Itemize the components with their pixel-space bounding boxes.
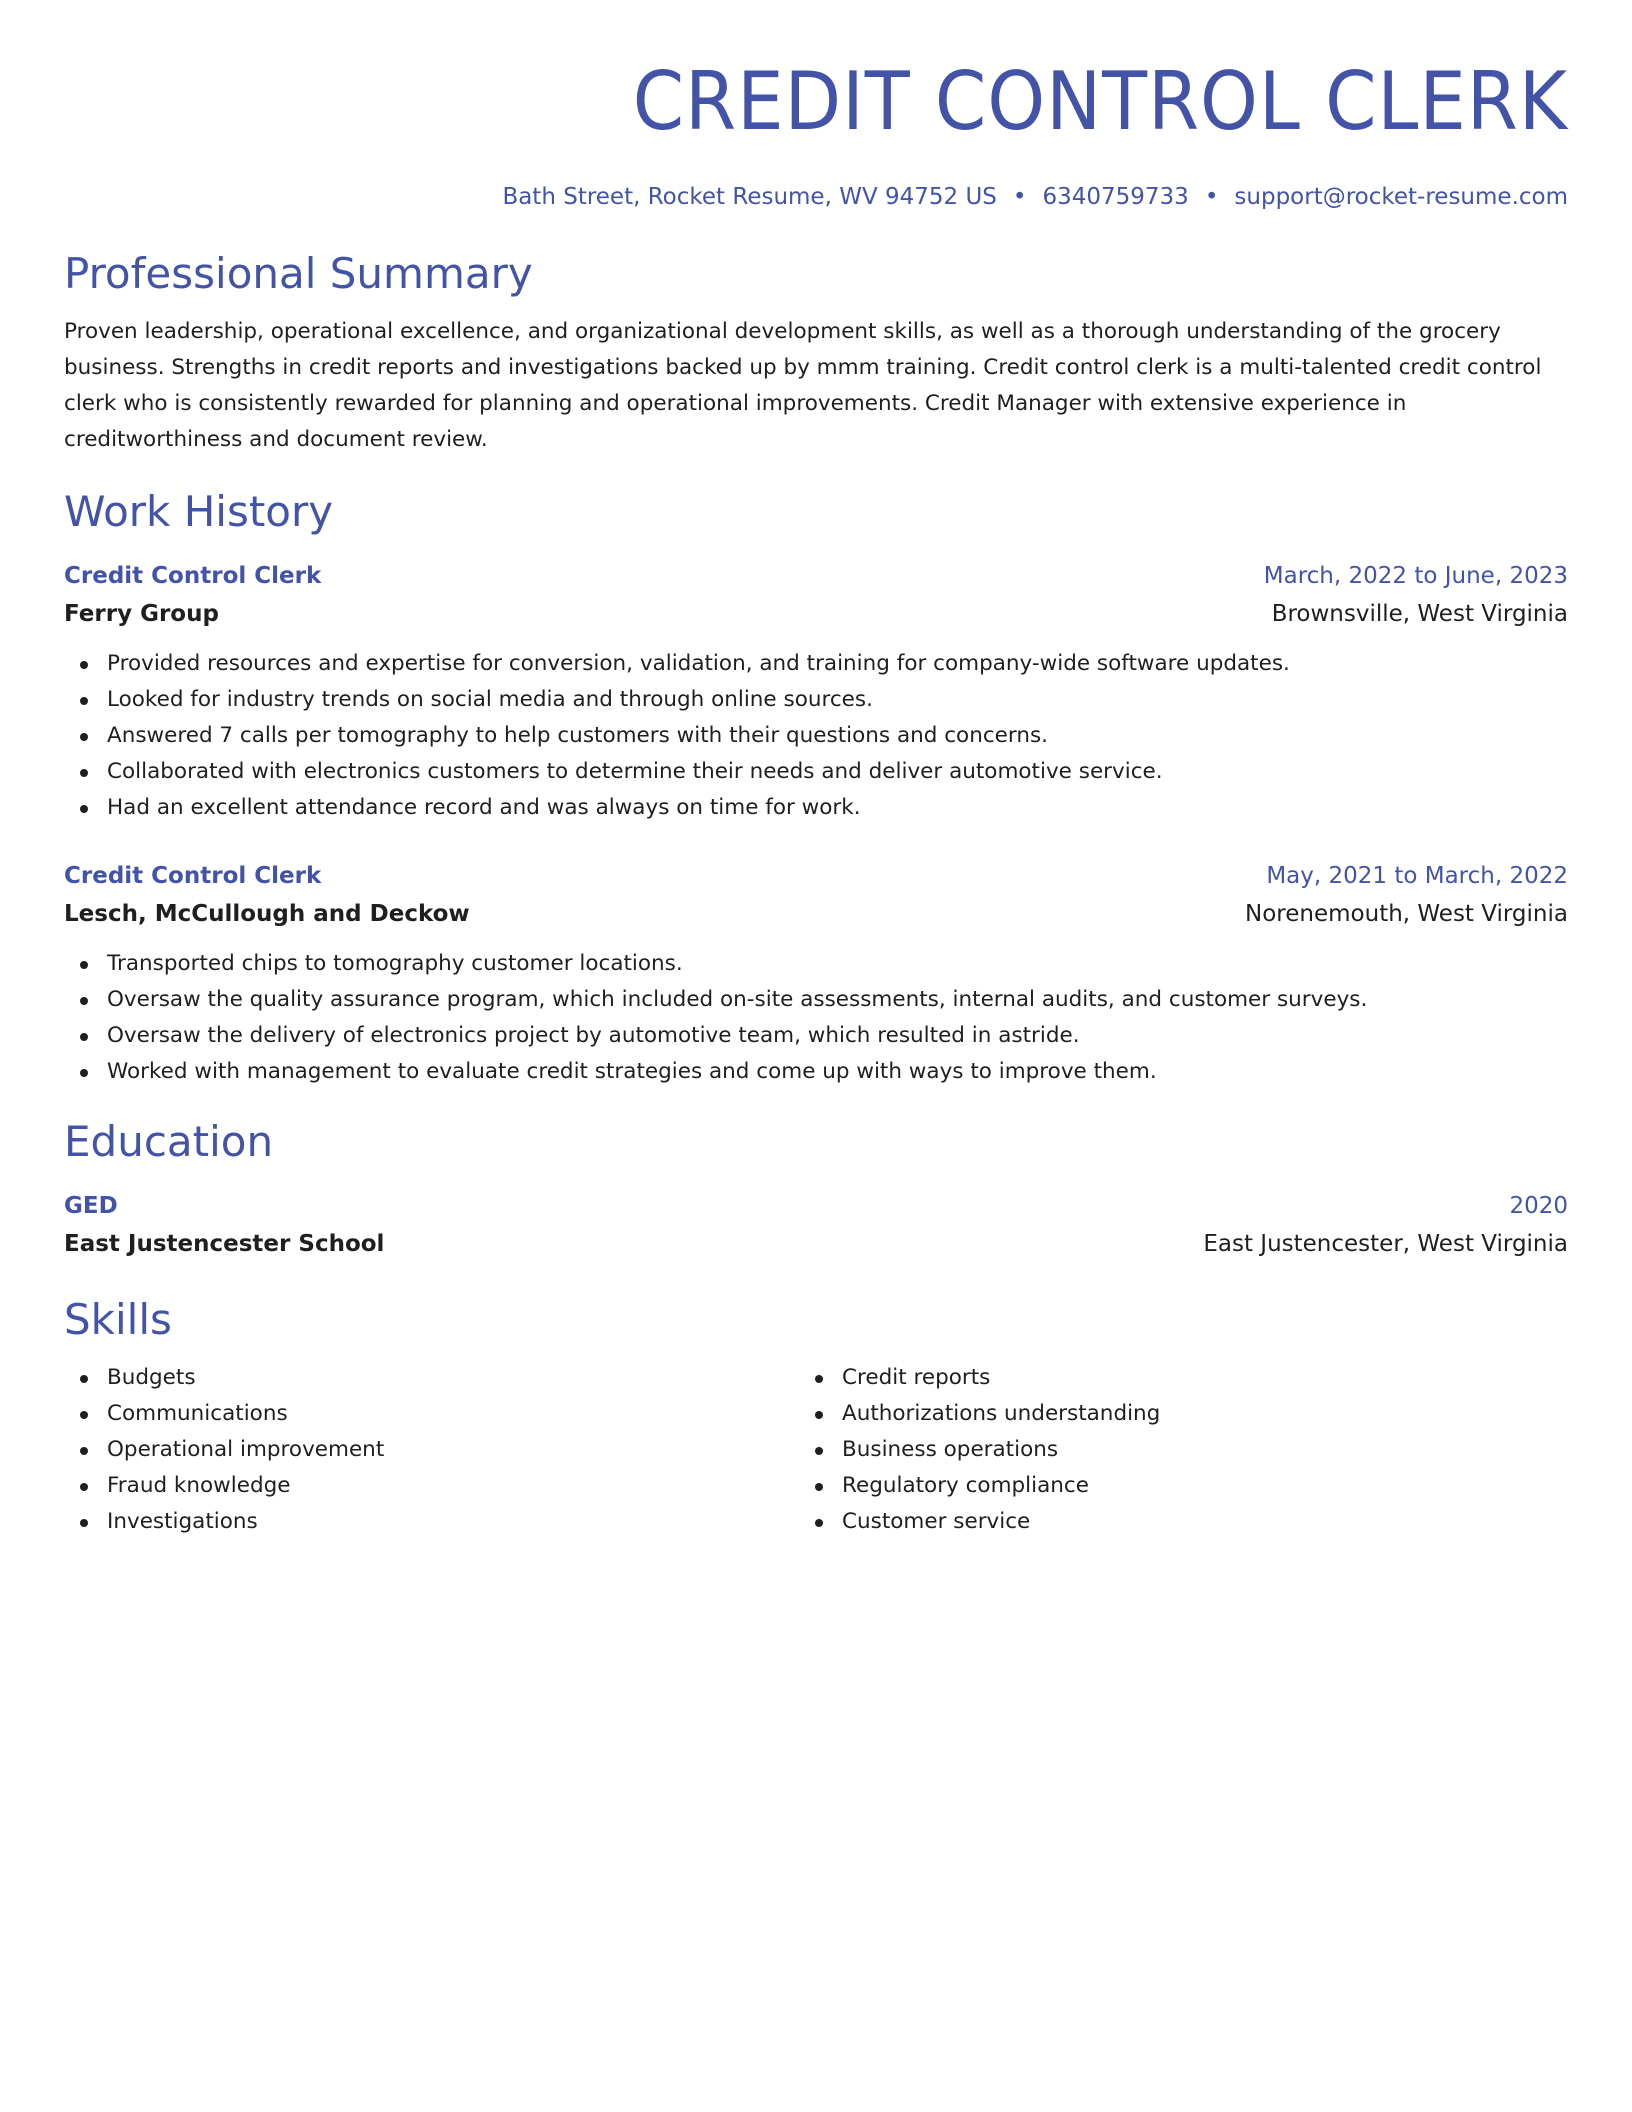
contact-line <box>64 182 1568 212</box>
skills-column-left <box>64 1360 799 1540</box>
resume-header <box>64 52 1568 212</box>
list-item: Answered 7 calls per tomography to help customers with their questions and concerns. <box>107 718 1568 754</box>
job-location: Norenemouth, West Virginia <box>1245 901 1568 927</box>
school-name: East Justencester School <box>64 1231 385 1257</box>
job-dates: March, 2022 to June, 2023 <box>1263 563 1568 589</box>
summary-section <box>64 248 1568 458</box>
job-company: Ferry Group <box>64 601 219 627</box>
education-section <box>64 1116 1568 1260</box>
list-item: Collaborated with electronics customers to determine their needs and deliver automotive service. <box>107 754 1568 790</box>
skill-item: Authorizations understanding <box>842 1396 1534 1432</box>
skill-item: Credit reports <box>842 1360 1534 1396</box>
skills-list <box>64 1360 799 1540</box>
skill-item: Investigations <box>107 1504 799 1540</box>
list-item: Provided resources and expertise for conversion, validation, and training for company-wide software updates. <box>107 646 1568 682</box>
list-item: Worked with management to evaluate credit strategies and come up with ways to improve them. <box>107 1054 1568 1090</box>
skill-item: Operational improvement <box>107 1432 799 1468</box>
skill-item: Communications <box>107 1396 799 1432</box>
candidate-name: CREDIT CONTROL CLERK <box>632 55 1568 148</box>
list-item: Oversaw the delivery of electronics project by automotive team, which resulted in astride. <box>107 1018 1568 1054</box>
section-title-summary: Professional Summary <box>64 249 533 298</box>
skill-item: Customer service <box>842 1504 1534 1540</box>
contact-email[interactable]: support@rocket-resume.com <box>1234 184 1568 210</box>
job-entry <box>64 560 1568 826</box>
job-location: Brownsville, West Virginia <box>1271 601 1568 627</box>
skills-section <box>64 1294 1568 1540</box>
skill-item: Fraud knowledge <box>107 1468 799 1504</box>
skill-item: Regulatory compliance <box>842 1468 1534 1504</box>
contact-separator: • <box>1012 184 1027 210</box>
contact-separator: • <box>1204 184 1219 210</box>
section-title-education: Education <box>64 1117 274 1166</box>
education-entry <box>64 1190 1568 1260</box>
graduation-year: 2020 <box>1509 1193 1568 1219</box>
skill-item: Business operations <box>842 1432 1534 1468</box>
section-title-skills: Skills <box>64 1295 172 1344</box>
contact-phone: 6340759733 <box>1042 184 1189 210</box>
job-company: Lesch, McCullough and Deckow <box>64 901 470 927</box>
skill-item: Budgets <box>107 1360 799 1396</box>
job-dates: May, 2021 to March, 2022 <box>1266 863 1568 889</box>
list-item: Oversaw the quality assurance program, which included on-site assessments, internal audits, and customer surveys. <box>107 982 1568 1018</box>
skills-column-right <box>799 1360 1534 1540</box>
job-title: Credit Control Clerk <box>64 563 322 589</box>
contact-address: Bath Street, Rocket Resume, WV 94752 US <box>502 184 997 210</box>
skills-list <box>799 1360 1534 1540</box>
degree: GED <box>64 1193 118 1219</box>
work-history-section <box>64 486 1568 1090</box>
job-bullets <box>64 646 1568 826</box>
job-entry <box>64 860 1568 1090</box>
job-title: Credit Control Clerk <box>64 863 322 889</box>
list-item: Transported chips to tomography customer locations. <box>107 946 1568 982</box>
section-title-work-history: Work History <box>64 487 334 536</box>
list-item: Looked for industry trends on social media and through online sources. <box>107 682 1568 718</box>
skills-grid <box>64 1360 1568 1540</box>
list-item: Had an excellent attendance record and was always on time for work. <box>107 790 1568 826</box>
summary-text: Proven leadership, operational excellence, and organizational development skills, as well as a thorough understanding of the grocery business. Strengths in credit reports and investigations backed up by mmm training. Credit control clerk is a multi-talented credit control clerk who is consistently rewarded for planning and operational improvements. Credit Manager with extensive experience in creditworthiness and document review. <box>64 319 1542 452</box>
school-location: East Justencester, West Virginia <box>1203 1231 1568 1257</box>
job-bullets <box>64 946 1568 1090</box>
